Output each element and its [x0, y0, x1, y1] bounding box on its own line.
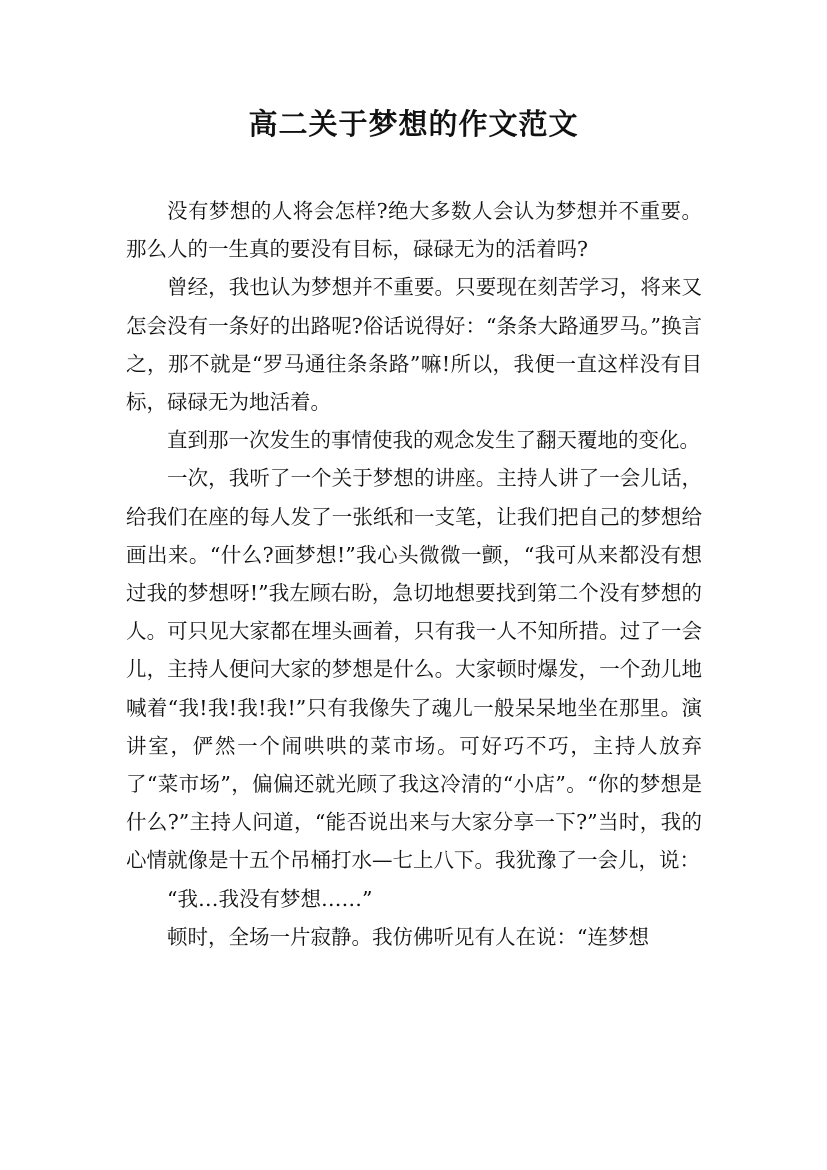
paragraph-6: 顿时，全场一片寂静。我仿佛听见有人在说：“连梦想: [167, 924, 649, 949]
paragraph-4: 一次，我听了一个关于梦想的讲座。主持人讲了一会儿话，给我们在座的每人发了一张纸和一支笔，让我们把自己的梦想给画出来。“什么?画梦想!”我心头微微一颤，“我可从来都没有想过我的梦想呀!”我左顾右盼，急切地想要找到第二个没有梦想的人。可只见大家都在埋头画着，只有我一人不知所措。过了一会儿，主持人便问大家的梦想是什么。大家顿时爆发，一个劲儿地喊着“我!我!我!我!”只有我像失了魂儿一般呆呆地坐在那里。演讲室，俨然一个闹哄哄的菜市场。可好巧不巧，主持人放弃了“菜市场”，偏偏还就光顾了我这冷清的“小店”。“你的梦想是什么?”主持人问道，“能否说出来与大家分享一下?”当时，我的心情就像是十五个吊桶打水—七上八下。我犹豫了一会儿，说：: [126, 466, 702, 873]
paragraph-3: 直到那一次发生的事情使我的观念发生了翻天覆地的变化。: [167, 428, 700, 453]
document-title: 高二关于梦想的作文范文: [248, 107, 579, 141]
paragraph-5: “我…我没有梦想……”: [167, 886, 373, 911]
document-body: [126, 192, 702, 956]
paragraph-2: 曾经，我也认为梦想并不重要。只要现在刻苦学习，将来又怎会没有一条好的出路呢?俗话说得好：“条条大路通罗马。”换言之，那不就是“罗马通往条条路”嘛!所以，我便一直这样没有目标，碌碌无为地活着。: [126, 275, 702, 415]
paragraph-1: 没有梦想的人将会怎样?绝大多数人会认为梦想并不重要。那么人的一生真的要没有目标，碌碌无为的活着吗?: [126, 199, 702, 262]
